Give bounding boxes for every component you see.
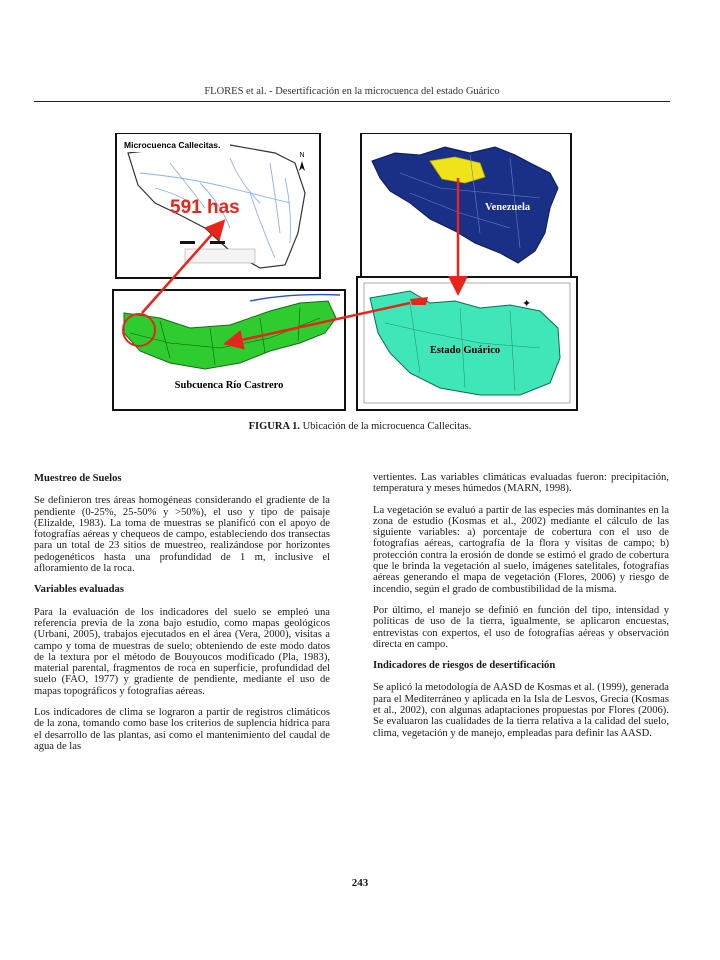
venezuela-label: Venezuela bbox=[485, 202, 531, 213]
figure-caption bbox=[0, 421, 720, 432]
paragraph-variables-suelo: Para la evaluación de los indicadores del suelo se empleó una referencia previa de la zona bajo estudio, como mapas geológicos (Urbani, 2005), trabajos ejecutados en el área (Vera, 2000), visitas a campo y toma de muestras de suelo; obteniendo de este modo datos de la textura por el método de Bouyoucos modificado (Pla, 1983), material parental, fragmentos de roca en superficie, profundidad del suelo (FAO, 1977) y gradiente de pendiente, mediante el uso de mapas topográficos y fotografías aéreas. bbox=[34, 606, 330, 697]
figure-location-map bbox=[110, 133, 580, 413]
paragraph-indicadores: Se aplicó la metodología de AASD de Kosmas et al. (1999), generada para el Mediterráneo y aplicada en la Isla de Lesvos, Grecia (Kosmas et al., 2002), con algunas adaptaciones propuestas por Flores (2006). Se evaluaron las cualidades de la tierra relativa a la calidad del suelo, clima, vegetación y de manejo, empleadas para definir las AASD. bbox=[373, 682, 669, 739]
microcuenca-title: Microcuenca Callecitas. bbox=[124, 140, 221, 150]
figure-caption-text: Ubicación de la microcuenca Callecitas. bbox=[302, 421, 472, 432]
section-heading-variables: Variables evaluadas bbox=[34, 584, 124, 596]
panel-estado-guarico bbox=[357, 277, 577, 410]
section-heading-indicadores: Indicadores de riesgos de desertificación bbox=[373, 660, 556, 672]
paragraph-clima-cont: vertientes. Las variables climáticas evaluadas fueron: precipitación, temperatura y meses húmedos (MARN, 1998). bbox=[373, 472, 669, 495]
figure-caption-label: FIGURA 1. bbox=[248, 421, 300, 432]
subcuenca-label: Subcuenca Río Castrero bbox=[174, 380, 284, 391]
page-number: 243 bbox=[351, 877, 369, 889]
paragraph-muestreo: Se definieron tres áreas homogéneas considerando el gradiente de la pendiente (0-25%, 25-50% y >50%), el uso y tipo de paisaje (Elizalde, 1983). La toma de muestras se planificó con el apoyo de fotografías aéreas y chequeos de campo, estableciendo dos transectas para un total de 23 sitios de muestreo, realizándose por horizontes pedogenéticos hasta una profundidad de 1 m, inclusive el afloramiento de la roca. bbox=[34, 495, 330, 575]
header-rule bbox=[34, 101, 670, 102]
compass-rose-icon: ✦ bbox=[522, 298, 532, 310]
right-column bbox=[373, 472, 669, 749]
north-arrow-label: N bbox=[299, 152, 305, 159]
paragraph-manejo: Por último, el manejo se definió en función del tipo, intensidad y políticas de uso de la tierra, igualmente, se aplicaron encuestas, entrevistas con expertos, el uso de fotografías aéreas y observación directa en campo. bbox=[373, 604, 669, 650]
panel-venezuela bbox=[361, 133, 571, 278]
paragraph-variables-clima: Los indicadores de clima se lograron a partir de registros climáticos de la zona, tomando como base los criterios de suplencia hídrica para el desarrollo de las plantas, así como el mantenimiento del caudal de agua de las bbox=[34, 707, 330, 752]
area-label: 591 has bbox=[170, 197, 240, 218]
running-head: FLORES et al. - Desertificación en la microcuenca del estado Guárico bbox=[204, 86, 500, 97]
paragraph-vegetacion: La vegetación se evaluó a partir de las especies más dominantes en la zona de estudio (Kosmas et al., 2002) mediante el cálculo de las siguiente variables: a) porcentaje de cobertura con el uso de fotografías aéreas, cartografía de la flora y visitas de campo; b) protección contra la erosión de donde se estimó el grado de cobertura que le brinda la vegetación al suelo, imágenes satelitales, fotografías aéreas generando el mapa de vegetación (Flores, 2006) y riesgo de incendio, según el grado de combustibilidad de la misma. bbox=[373, 504, 669, 595]
section-heading-muestreo: Muestreo de Suelos bbox=[34, 473, 122, 484]
estado-label: Estado Guárico bbox=[429, 345, 501, 356]
left-column bbox=[34, 473, 330, 762]
panel-microcuenca bbox=[116, 133, 320, 278]
